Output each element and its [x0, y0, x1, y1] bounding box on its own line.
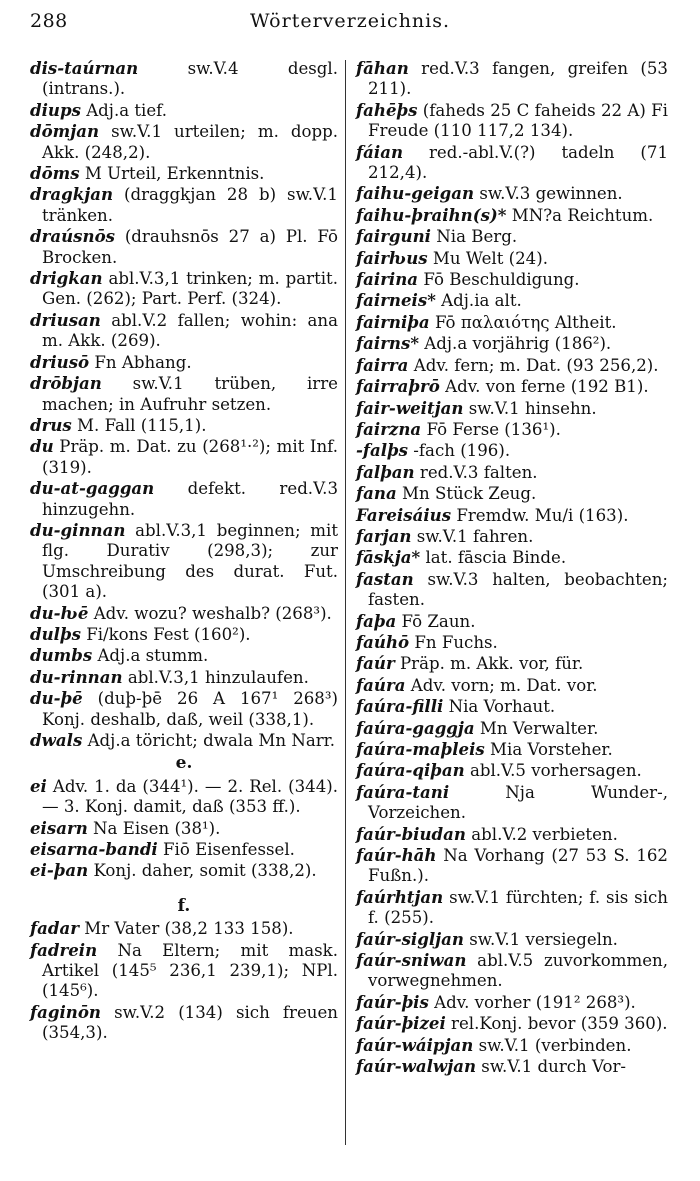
entry-definition: Adv. von ferne (192 B1). — [439, 377, 649, 397]
dictionary-entry — [30, 352, 338, 373]
entry-definition: Fn Fuchs. — [409, 632, 498, 652]
dictionary-entry — [356, 269, 668, 290]
entry-headword: fairƕus — [356, 247, 428, 268]
dictionary-entry — [356, 58, 668, 100]
dictionary-entry — [356, 526, 668, 547]
entry-headword: faúr-biudan — [356, 823, 466, 844]
entry-definition: lat. fāscia Binde. — [420, 548, 567, 568]
entry-headword: faúra-filli — [356, 696, 444, 717]
entry-headword: fadrein — [30, 939, 98, 960]
entry-headword: fáian — [356, 141, 404, 162]
entry-definition: Nia Vorhaut. — [443, 697, 556, 717]
entry-definition: Na Vorhang (27 53 S. 162 Fußn.). — [368, 846, 668, 886]
dictionary-entry — [30, 688, 338, 730]
entry-definition: Mu Welt (24). — [427, 248, 548, 268]
dictionary-entry — [30, 1002, 338, 1044]
entry-headword: fairguni — [356, 226, 431, 247]
dictionary-entry — [356, 183, 668, 204]
entry-headword: fairns* — [356, 333, 420, 354]
dictionary-entry — [356, 1035, 668, 1056]
entry-headword: faúr-sigljan — [356, 928, 464, 949]
right-column — [356, 58, 668, 1078]
dictionary-entry — [356, 483, 668, 504]
entry-headword: faúra-gaggja — [356, 717, 475, 738]
entry-definition: red.-abl.V.(?) tadeln (71 212,4). — [368, 142, 668, 183]
entry-headword: dōmjan — [30, 121, 100, 142]
entry-definition: Fō Zaun. — [396, 611, 476, 631]
entry-definition: sw.V.1 durch Vor- — [476, 1057, 627, 1077]
dictionary-entry — [30, 520, 338, 603]
dictionary-entry — [30, 603, 338, 624]
entry-headword: fāskja* — [356, 547, 421, 568]
entry-definition: sw.V.2 (134) sich freuen (354,3). — [42, 1002, 338, 1043]
dictionary-entry — [356, 845, 668, 887]
dictionary-entry — [30, 268, 338, 310]
entry-headword: faúr-sniwan — [356, 950, 467, 971]
entry-definition: Fn Abhang. — [89, 352, 192, 372]
dictionary-entry — [30, 121, 338, 163]
dictionary-entry — [356, 739, 668, 760]
dictionary-entry — [356, 569, 668, 611]
entry-headword: fairra — [356, 354, 409, 375]
entry-definition: Fō παλαιότης Altheit. — [429, 312, 617, 332]
entry-headword: dwals — [30, 730, 83, 750]
entry-definition: Nia Berg. — [430, 227, 518, 247]
entry-headword: dumbs — [30, 645, 93, 666]
entry-headword: drus — [30, 414, 72, 435]
entry-definition: (faheds 25 C faheids 22 A) Fi Freude (110 117,2 134). — [368, 100, 668, 141]
dictionary-entry — [356, 632, 668, 653]
dictionary-entry — [30, 776, 338, 818]
entry-definition: Adv. 1. da (344¹). — 2. Rel. (344). — 3. Konj. damit, daß (353 ff.). — [42, 776, 338, 817]
entry-headword: eisarn — [30, 817, 88, 838]
entry-headword: faúr-þis — [356, 991, 429, 1012]
entry-headword: faúrhtjan — [356, 886, 444, 907]
dictionary-entry — [30, 163, 338, 184]
dictionary-entry — [356, 675, 668, 696]
entry-definition: Adj.a töricht; dwala Mn Narr. — [82, 731, 336, 750]
entry-definition: abl.V.2 fallen; wohin: ana m. Akk. (269). — [42, 310, 338, 351]
entry-definition: Adj.a tief. — [80, 100, 168, 120]
entry-headword: faúra — [356, 674, 406, 695]
entry-definition: M. Fall (115,1). — [71, 415, 207, 435]
dictionary-entry — [356, 226, 668, 247]
entry-definition: sw.V.3 halten, beobachten; fasten. — [368, 569, 668, 610]
dictionary-entry — [356, 887, 668, 929]
page-header — [30, 10, 670, 40]
dictionary-entry — [356, 312, 668, 333]
entry-headword: faúra-tani — [356, 781, 450, 802]
entry-definition: Na Eltern; mit mask. Artikel (145⁵ 236,1 239,1); NPl. (145⁶). — [42, 940, 338, 1001]
left-column — [30, 58, 338, 1044]
dictionary-entry — [356, 718, 668, 739]
entry-definition: Mr Vater (38,2 133 158). — [79, 919, 294, 939]
entry-headword: -falþs — [356, 440, 409, 461]
entry-headword: faihu-geigan — [356, 183, 475, 204]
dictionary-entry — [356, 398, 668, 419]
entry-definition: Mn Verwalter. — [474, 718, 599, 738]
dictionary-entry — [356, 1056, 668, 1077]
entry-headword: faúr-wáipjan — [356, 1034, 474, 1055]
entry-definition: Mn Stück Zeug. — [396, 484, 537, 504]
entry-definition: sw.V.1 trüben, irre machen; in Aufruhr setzen. — [42, 374, 338, 414]
dictionary-entry — [356, 992, 668, 1013]
entry-headword: dulþs — [30, 623, 81, 644]
dictionary-entry — [30, 839, 338, 860]
dictionary-entry — [30, 436, 338, 478]
entry-definition: Na Eisen (38¹). — [87, 818, 221, 838]
entry-headword: driusō — [30, 351, 90, 372]
entry-definition: Nja Wunder-, Vorzeichen. — [368, 782, 668, 823]
entry-headword: du-at-gaggan — [30, 478, 155, 499]
dictionary-entry — [30, 860, 338, 881]
entry-definition: Adv. vorher (191² 268³). — [428, 992, 636, 1012]
dictionary-entry — [356, 205, 668, 226]
entry-headword: faúr-þizei — [356, 1013, 446, 1034]
dictionary-entry — [356, 824, 668, 845]
dictionary-entry — [356, 611, 668, 632]
dictionary-entry — [356, 440, 668, 461]
entry-headword: fāhan — [356, 58, 409, 78]
entry-headword: farjan — [356, 525, 412, 546]
entry-headword: fairraþrō — [356, 376, 440, 397]
dictionary-entry — [30, 667, 338, 688]
entry-definition: red.V.3 fangen, greifen (53 211). — [368, 59, 668, 99]
column-divider — [345, 60, 346, 1145]
entry-headword: diups — [30, 99, 81, 120]
entry-definition: abl.V.2 verbieten. — [465, 824, 618, 844]
entry-headword: faúr-hāh — [356, 845, 437, 866]
entry-headword: fairina — [356, 269, 419, 290]
dictionary-entry — [356, 760, 668, 781]
entry-headword: faúra-maþleis — [356, 739, 485, 759]
entry-headword: draúsnōs — [30, 226, 115, 247]
entry-headword: fadar — [30, 918, 79, 939]
entry-headword: drōbjan — [30, 373, 102, 394]
entry-definition: Fi/kons Fest (160²). — [80, 624, 251, 644]
dictionary-entry — [30, 940, 338, 1002]
dictionary-entry — [356, 100, 668, 142]
dictionary-entry — [356, 142, 668, 184]
entry-definition: -fach (196). — [408, 441, 511, 461]
entry-headword: fastan — [356, 568, 414, 589]
dictionary-entry — [356, 929, 668, 950]
dictionary-entry — [30, 58, 338, 100]
dictionary-entry — [30, 373, 338, 415]
entry-definition: Konj. daher, somit (338,2). — [88, 861, 317, 881]
entry-headword: eisarna-bandi — [30, 839, 158, 860]
entry-definition: abl.V.5 vorhersagen. — [464, 761, 642, 781]
dictionary-entry — [30, 730, 338, 751]
dictionary-entry — [30, 310, 338, 352]
page-number: 288 — [30, 10, 68, 32]
entry-definition: M Urteil, Erkenntnis. — [79, 164, 265, 184]
entry-headword: faihu-þraihn(s)* — [356, 204, 507, 225]
dictionary-entry — [356, 782, 668, 824]
entry-headword: dōms — [30, 163, 80, 184]
entry-definition: Adv. vorn; m. Dat. vor. — [405, 675, 598, 695]
entry-definition: MN?a Reichtum. — [506, 205, 654, 225]
entry-definition: sw.V.1 versiegeln. — [463, 929, 618, 949]
entry-headword: fana — [356, 483, 397, 504]
dictionary-entry — [356, 376, 668, 397]
entry-definition: Adj.ia alt. — [435, 291, 522, 311]
dictionary-entry — [30, 226, 338, 268]
running-title: Wörterverzeichnis. — [249, 10, 451, 32]
dictionary-entry — [356, 419, 668, 440]
entry-definition: (draggkjan 28 b) sw.V.1 tränken. — [42, 185, 338, 225]
dictionary-entry — [30, 184, 338, 226]
entry-definition: defekt. red.V.3 hinzugehn. — [42, 479, 338, 519]
entry-definition: abl.V.5 zuvorkommen, vorwegnehmen. — [368, 951, 668, 991]
dictionary-entry — [356, 505, 668, 526]
entry-headword: Fareisáius — [356, 504, 452, 525]
entry-headword: faúhō — [356, 631, 410, 652]
entry-headword: fairzna — [356, 418, 422, 439]
dictionary-entry — [356, 653, 668, 674]
dictionary-entry — [30, 645, 338, 666]
entry-headword: fairniþa — [356, 311, 430, 332]
entry-headword: du-ginnan — [30, 519, 126, 540]
entry-definition: Fō Ferse (136¹). — [421, 419, 561, 439]
entry-definition: abl.V.3,1 trinken; m. partit. Gen. (262); Part. Perf. (324). — [42, 269, 338, 309]
entry-definition: sw.V.1 (verbinden. — [473, 1035, 632, 1055]
dictionary-entry — [356, 248, 668, 269]
entry-definition: (duþ-þē 26 A 167¹ 268³) Konj. deshalb, daß, weil (338,1). — [42, 689, 338, 729]
entry-definition: abl.V.3,1 hinzulaufen. — [122, 667, 309, 687]
entry-headword: du-rinnan — [30, 666, 123, 687]
entry-headword: faúra-qiþan — [356, 760, 465, 781]
dictionary-entry — [30, 415, 338, 436]
entry-headword: du-þē — [30, 688, 83, 709]
dictionary-entry — [356, 547, 668, 568]
entry-definition: Fiō Eisenfessel. — [157, 840, 295, 860]
entry-definition: sw.V.1 fürchten; f. sis sich f. (255). — [368, 887, 668, 928]
entry-headword: du — [30, 436, 54, 457]
entry-headword: du-ƕē — [30, 602, 89, 623]
dictionary-entry — [356, 355, 668, 376]
entry-definition: sw.V.3 gewinnen. — [474, 184, 623, 204]
entry-headword: driusan — [30, 309, 101, 330]
dictionary-entry — [356, 696, 668, 717]
entry-headword: ei — [30, 775, 47, 796]
entry-definition: rel.Konj. bevor (359 360). — [445, 1014, 668, 1034]
entry-definition: Fremdw. Mu/i (163). — [451, 505, 629, 525]
dictionary-entry — [356, 333, 668, 354]
dictionary-entry — [30, 818, 338, 839]
entry-headword: fair-weitjan — [356, 397, 464, 418]
entry-definition: Adv. fern; m. Dat. (93 256,2). — [408, 355, 659, 375]
entry-definition: sw.V.4 desgl. (intrans.). — [42, 59, 338, 99]
entry-headword: falþan — [356, 461, 415, 482]
entry-definition: Adj.a vorjährig (186²). — [419, 334, 612, 354]
dictionary-entry — [356, 290, 668, 311]
entry-definition: abl.V.3,1 beginnen; mit flg. Durativ (298,3); zur Umschreibung des durat. Fut. (301 a). — [42, 520, 338, 602]
section-letter: e. — [175, 753, 193, 774]
entry-definition: Präp. m. Dat. zu (268¹·²); mit Inf. (319). — [42, 437, 338, 477]
entry-definition: Fō Beschuldigung. — [418, 270, 580, 290]
dictionary-entry — [356, 950, 668, 992]
entry-definition: Mia Vorsteher. — [484, 740, 613, 759]
entry-headword: fahēþs — [356, 99, 418, 120]
entry-headword: dragkjan — [30, 184, 114, 205]
entry-headword: ei-þan — [30, 860, 89, 881]
dictionary-entry — [356, 462, 668, 483]
entry-headword: dis-taúrnan — [30, 58, 139, 78]
dictionary-entry — [356, 1013, 668, 1034]
entry-definition: red.V.3 falten. — [414, 462, 538, 482]
entry-headword: faúr — [356, 653, 395, 674]
dictionary-entry — [30, 624, 338, 645]
entry-headword: drigkan — [30, 268, 103, 289]
entry-definition: Adv. wozu? weshalb? (268³). — [88, 603, 332, 623]
entry-definition: Adj.a stumm. — [92, 646, 209, 666]
entry-definition: Präp. m. Akk. vor, für. — [394, 654, 584, 674]
entry-headword: faþa — [356, 610, 397, 631]
dictionary-entry — [30, 478, 338, 520]
entry-definition: sw.V.1 hinsehn. — [463, 398, 597, 418]
entry-headword: faúr-walwjan — [356, 1056, 477, 1077]
entry-headword: fairneis* — [356, 290, 436, 311]
entry-definition: (drauhsnōs 27 a) Pl. Fō Brocken. — [42, 227, 338, 267]
entry-definition: sw.V.1 fahren. — [411, 526, 534, 546]
entry-headword: faginōn — [30, 1001, 101, 1022]
section-letter: f. — [177, 895, 191, 916]
dictionary-entry — [30, 918, 338, 939]
entry-definition: sw.V.1 urteilen; m. dopp. Akk. (248,2). — [42, 122, 338, 162]
dictionary-entry — [30, 100, 338, 121]
